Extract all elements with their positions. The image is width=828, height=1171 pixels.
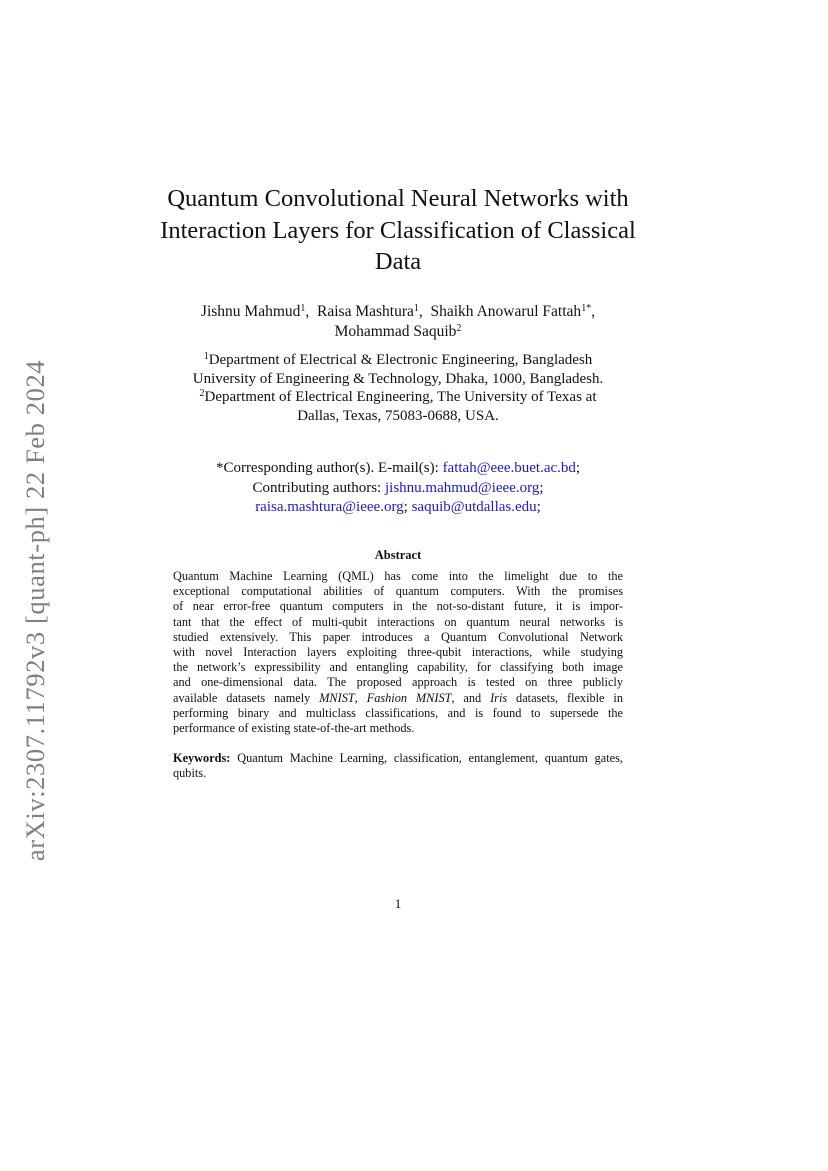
- email-link[interactable]: fattah@eee.buet.ac.bd: [442, 460, 576, 476]
- abstract-line: performance of existing state-of-the-art methods.: [173, 720, 415, 735]
- dataset-name: MNIST: [319, 690, 355, 705]
- keywords-text: Quantum Machine Learning, classification, entanglement, quantum gates,: [230, 751, 623, 765]
- affiliation-line: [130, 351, 666, 370]
- author-name: Shaikh Anowarul Fattah: [430, 303, 582, 320]
- separator: ;: [536, 499, 541, 515]
- affiliation-line: University of Engineering & Technology, Dhaka, 1000, Bangladesh.: [192, 370, 604, 387]
- contributing-authors-line: [130, 498, 666, 518]
- abstract-line: Quantum Machine Learning (QML) has come into the limelight due to the: [173, 569, 623, 583]
- correspondence-block: [130, 459, 666, 518]
- author-affiliation-mark: 1*: [581, 303, 592, 314]
- email-link[interactable]: jishnu.mahmud@ieee.org: [384, 479, 540, 496]
- author-affiliation-mark: 1: [413, 303, 419, 314]
- author-name: Mohammad Saquib: [334, 323, 457, 340]
- separator: ;: [575, 460, 581, 476]
- author-line: [130, 322, 666, 342]
- paper-title: [160, 183, 636, 278]
- affiliation-text: Department of Electrical & Electronic Engineering, Bangladesh: [208, 352, 593, 368]
- email-link[interactable]: raisa.mashtura@ieee.org: [255, 499, 404, 515]
- abstract-line: studied extensively. This paper introduces a Quantum Convolutional Network: [173, 629, 623, 644]
- arxiv-stamp: [12, 353, 60, 868]
- author-name: Jishnu Mahmud: [200, 303, 301, 320]
- email-link[interactable]: saquib@utdallas.edu: [411, 499, 537, 515]
- affiliation-line: Dallas, Texas, 75083-0688, USA.: [297, 407, 499, 424]
- dataset-name: Fashion MNIST: [366, 690, 452, 705]
- dataset-name: Iris: [490, 690, 508, 705]
- keywords-line: [173, 751, 623, 766]
- title-line: Data: [374, 248, 422, 275]
- abstract-line: exceptional computational abilities of quantum computers. With the promises: [173, 584, 623, 599]
- abstract-text: , and: [451, 690, 491, 705]
- contributing-label: Contributing authors:: [252, 479, 385, 496]
- abstract-text: available datasets namely: [173, 690, 320, 705]
- abstract-line: of near error-free quantum computers in the not-so-distant future, it is impor-: [173, 599, 623, 614]
- author-line: Jishnu Mahmud$^1$, Raisa Mashtura$^1$, Shaikh Anowarul Fattah$^{1*}$,: [200, 303, 596, 320]
- affiliation-text: Department of Electrical Engineering, The University of Texas at: [204, 389, 597, 405]
- abstract-line: tant that the effect of multi-qubit interactions on quantum neural networks is: [173, 614, 623, 629]
- separator: ;: [403, 499, 412, 515]
- author-list: [130, 302, 666, 342]
- author-affiliation-mark: 1: [300, 303, 306, 314]
- abstract-text: datasets, flexible in: [507, 690, 623, 705]
- separator: ;: [539, 479, 544, 496]
- affiliations: [130, 351, 666, 425]
- abstract-line: with novel Interaction layers exploiting three-qubit interactions, while studying: [173, 644, 623, 659]
- abstract-line: and one-dimensional data. The proposed approach is tested on three publicly: [173, 675, 623, 690]
- abstract-heading: Abstract: [374, 548, 422, 562]
- arxiv-stamp-text: arXiv:2307.11792v3 [quant-ph] 22 Feb 2024: [20, 359, 51, 862]
- corresponding-author-line: [130, 459, 666, 479]
- keywords-label: Keywords:: [173, 751, 231, 765]
- affiliation-mark: 1: [203, 351, 209, 362]
- corresponding-label: *Corresponding author(s). E-mail(s):: [215, 460, 443, 476]
- abstract-body: [173, 569, 623, 736]
- title-line: Quantum Convolutional Neural Networks with: [167, 185, 629, 212]
- abstract-line: the network’s expressibility and entangling capability, for classifying both image: [173, 660, 623, 675]
- affiliation-line: [130, 388, 666, 407]
- title-line: Interaction Layers for Classification of Classical: [160, 216, 636, 244]
- page-number: 1: [394, 896, 402, 911]
- abstract-line: performing binary and multiclass classifications, and is found to supersede the: [173, 705, 623, 720]
- keywords-line: qubits.: [173, 766, 207, 781]
- abstract-line: [173, 691, 623, 706]
- abstract-text: ,: [354, 690, 367, 705]
- affiliation-mark: 2: [199, 388, 205, 399]
- contributing-authors-line: [130, 479, 666, 499]
- keywords-block: [173, 751, 623, 781]
- author-affiliation-mark: 2: [456, 323, 462, 334]
- author-name: Raisa Mashtura: [317, 303, 414, 320]
